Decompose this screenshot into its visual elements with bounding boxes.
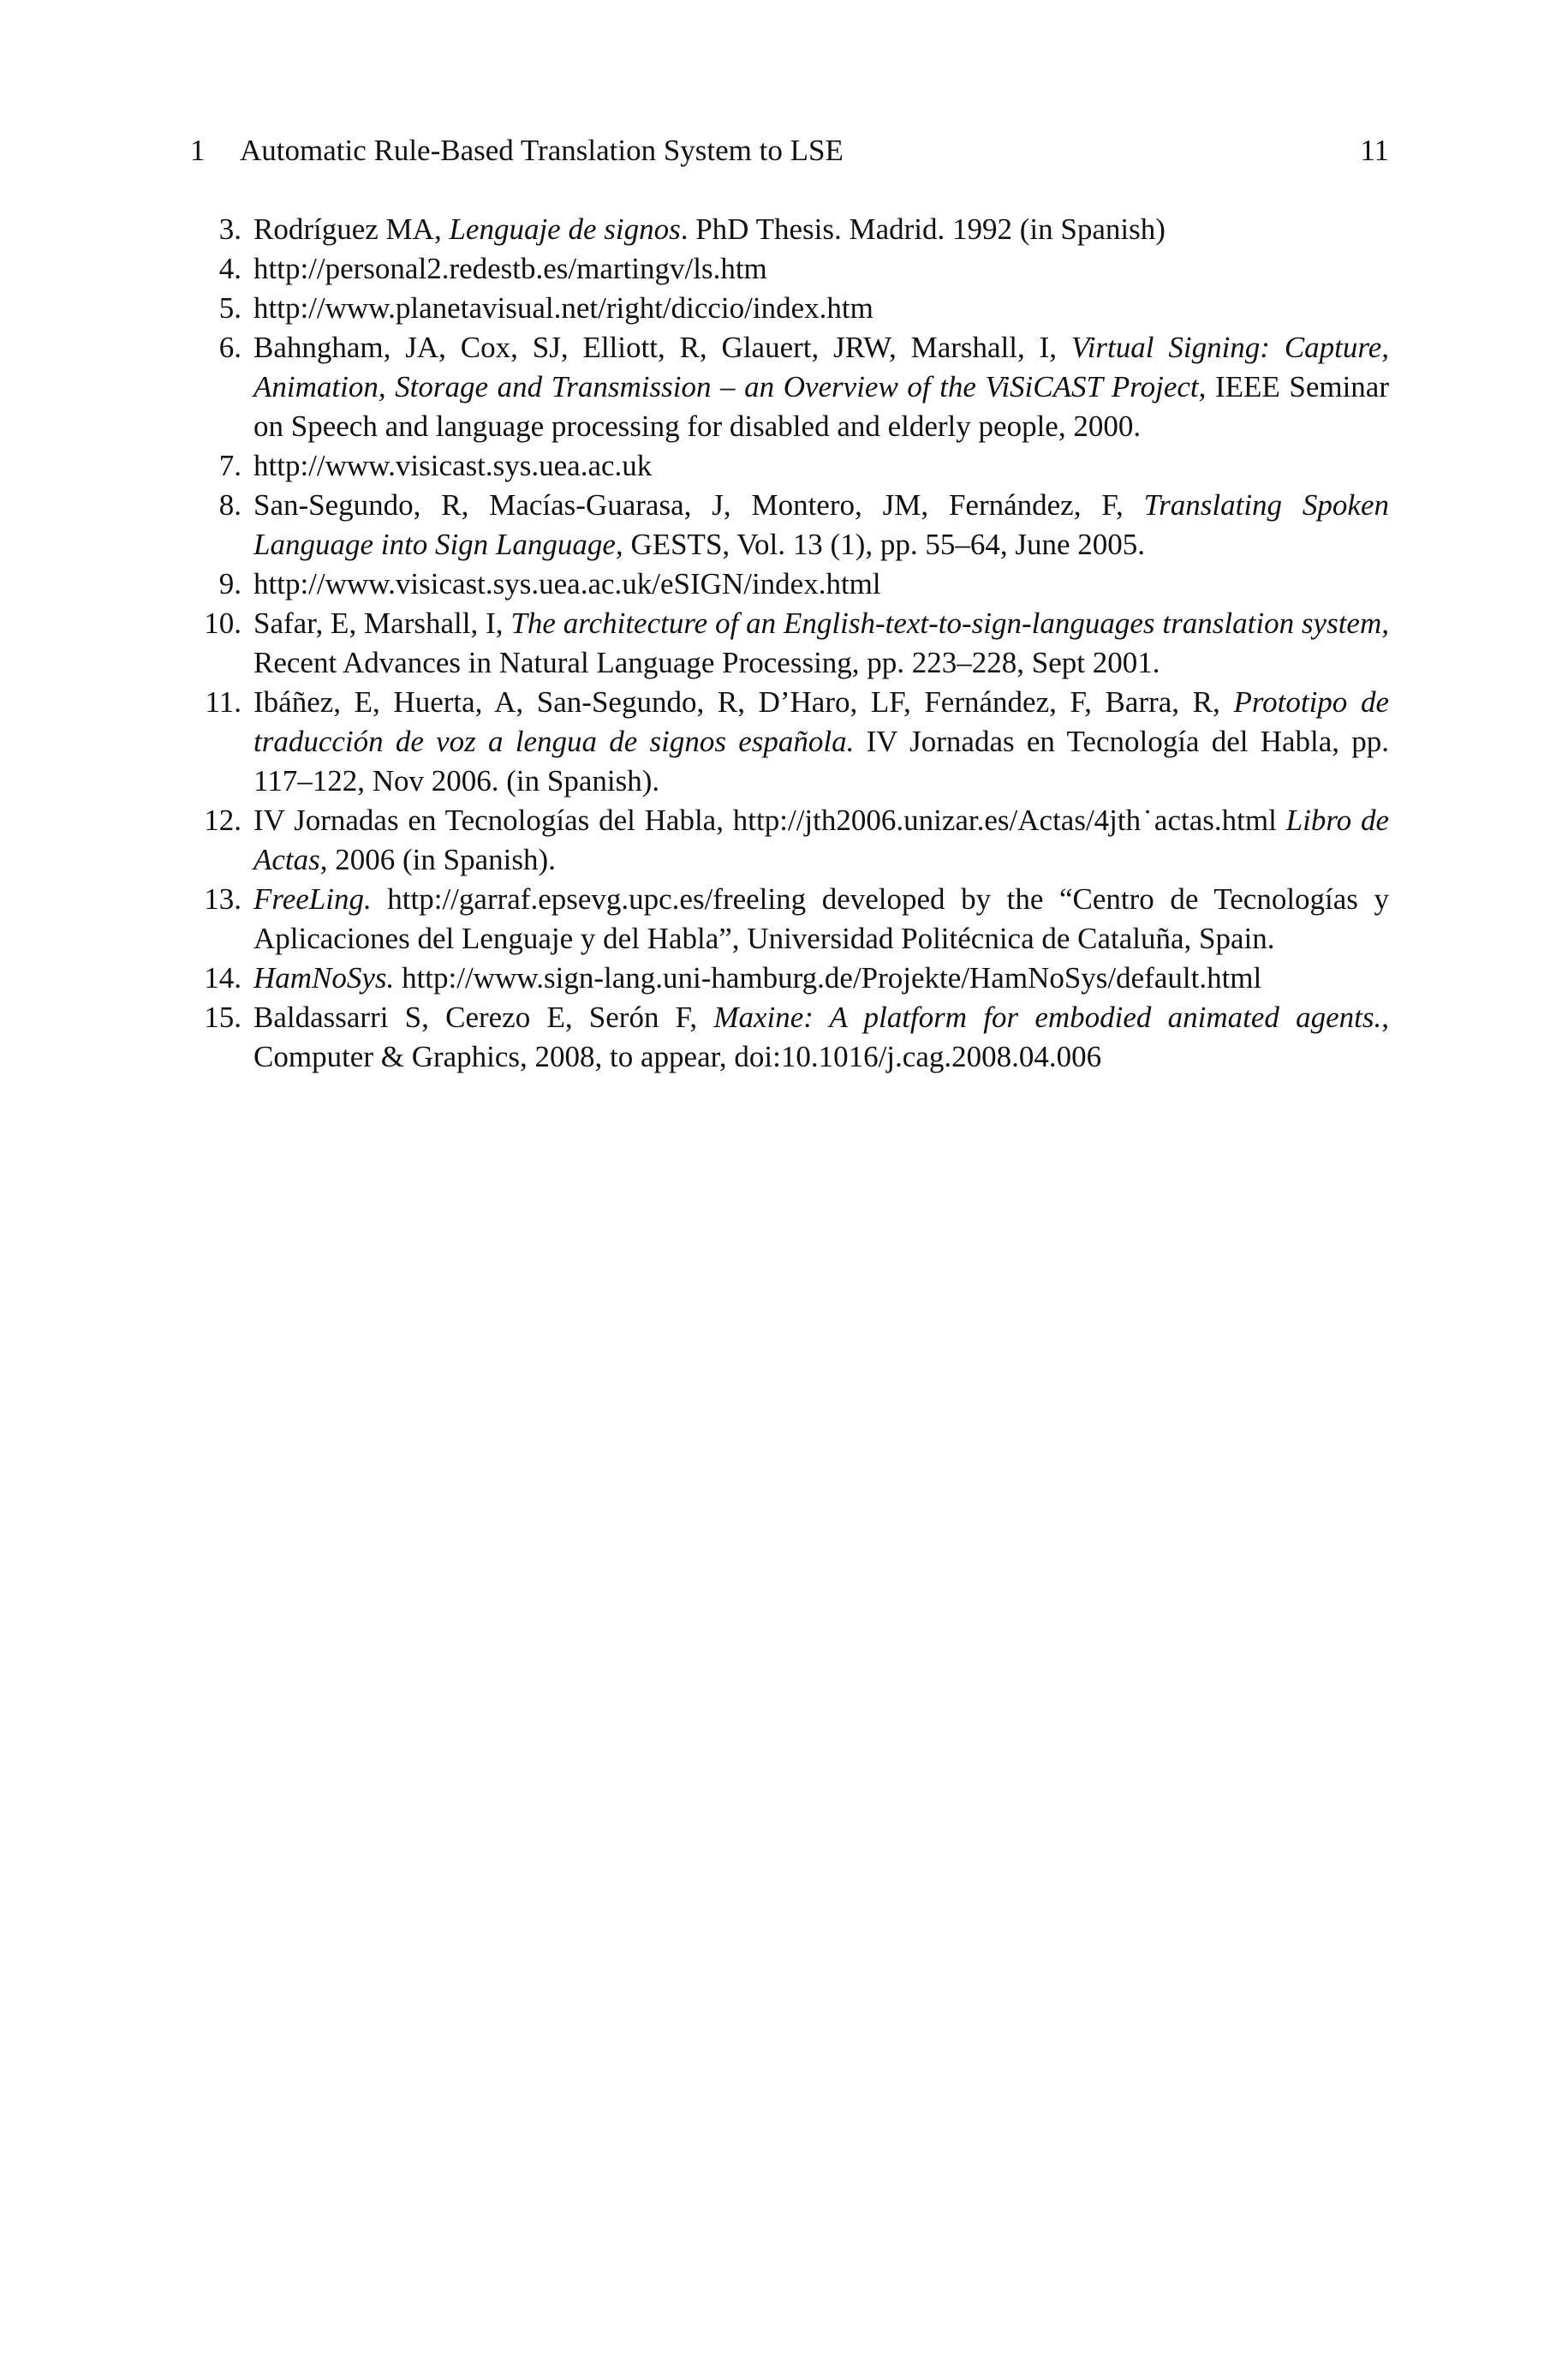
reference-item — [190, 801, 1389, 880]
reference-text — [253, 880, 1389, 959]
reference-item — [190, 249, 1389, 289]
running-header — [190, 128, 1389, 173]
reference-title-italic: Virtual Signing: Capture, Animation, Storage and Transmission – an Overview of the ViSiCAST Project, — [253, 331, 1390, 403]
reference-number: 12. — [204, 804, 241, 837]
reference-title-italic: Prototipo de traducción de voz a lengua de signos española. — [253, 685, 1389, 758]
reference-number: 5. — [218, 291, 241, 325]
reference-text — [253, 486, 1389, 565]
reference-text-segment: , Computer & Graphics, 2008, to appear, doi:10.1016/j.cag.2008.04.006 — [253, 1001, 1389, 1073]
reference-text-segment: San-Segundo, R, Macías-Guarasa, J, Montero, JM, Fernández, F, — [253, 488, 1144, 522]
reference-item — [190, 328, 1389, 446]
reference-text-segment: Safar, E, Marshall, I, — [253, 606, 511, 640]
reference-text — [253, 289, 1389, 328]
reference-number: 8. — [218, 488, 241, 522]
reference-text-segment: IV Jornadas en Tecnologías del Habla, http://jth2006.unizar.es/Actas/4jth˙actas.html — [253, 804, 1286, 837]
reference-item — [190, 210, 1389, 249]
reference-title-italic: Lenguaje de signos — [449, 212, 681, 246]
reference-text — [253, 328, 1389, 446]
reference-text-segment: , 2006 (in Spanish). — [319, 843, 556, 876]
reference-item — [190, 604, 1389, 683]
reference-text — [253, 801, 1389, 880]
reference-number: 7. — [218, 449, 241, 482]
reference-text-segment: http://www.sign-lang.uni-hamburg.de/Projekte/HamNoSys/default.html — [394, 961, 1262, 995]
reference-item — [190, 446, 1389, 486]
running-title: Automatic Rule-Based Translation System to LSE — [240, 134, 844, 167]
reference-number: 3. — [218, 212, 241, 246]
reference-text-segment: http://www.visicast.sys.uea.ac.uk/eSIGN/index.html — [253, 567, 881, 600]
reference-text-segment: http://www.visicast.sys.uea.ac.uk — [253, 449, 653, 482]
reference-title-italic: FreeLing. — [253, 882, 372, 916]
reference-list — [190, 210, 1389, 1077]
reference-text-segment: http://personal2.redestb.es/martingv/ls.htm — [253, 252, 767, 285]
reference-number: 4. — [218, 252, 241, 285]
reference-title-italic: The architecture of an English-text-to-sign-languages translation system, — [510, 606, 1389, 640]
reference-title-italic: Maxine: A platform for embodied animated agents. — [713, 1001, 1382, 1034]
reference-text-segment: Rodríguez MA, — [253, 212, 450, 246]
reference-text-segment: IV Jornadas en Tecnología del Habla, pp. 117–122, Nov 2006. (in Spanish). — [253, 725, 1390, 798]
reference-number: 6. — [218, 331, 241, 364]
reference-item — [190, 998, 1389, 1077]
reference-text-segment: Ibáñez, E, Huerta, A, San-Segundo, R, D’Haro, LF, Fernández, F, Barra, R, — [253, 685, 1234, 719]
reference-text — [253, 998, 1389, 1077]
reference-text-segment: GESTS, Vol. 13 (1), pp. 55–64, June 2005. — [623, 528, 1145, 561]
reference-item — [190, 959, 1389, 998]
reference-title-italic: HamNoSys. — [253, 961, 395, 995]
reference-number: 13. — [204, 882, 241, 916]
reference-title-italic: Translating Spoken Language into Sign Language, — [253, 488, 1389, 561]
reference-title-italic: Libro de Actas — [253, 804, 1389, 876]
reference-number: 10. — [204, 606, 241, 640]
reference-item — [190, 683, 1389, 801]
reference-text-segment: . PhD Thesis. Madrid. 1992 (in Spanish) — [680, 212, 1166, 246]
reference-number: 11. — [205, 685, 241, 719]
reference-text — [253, 249, 1389, 289]
reference-item — [190, 880, 1389, 959]
reference-text — [253, 604, 1389, 683]
page-number: 11 — [1360, 134, 1389, 167]
reference-number: 9. — [218, 567, 241, 600]
reference-item — [190, 289, 1389, 328]
reference-number: 14. — [204, 961, 241, 995]
reference-text — [253, 446, 1389, 486]
reference-text-segment: http://garraf.epsevg.upc.es/freeling developed by the “Centro de Tecnologías y Aplicaciones del Lenguaje y del Habla”, Universidad Politécnica de Cataluña, Spain. — [253, 882, 1389, 955]
reference-text — [253, 210, 1389, 249]
reference-text — [253, 683, 1389, 801]
reference-text — [253, 565, 1389, 604]
reference-text-segment: IEEE Seminar on Speech and language processing for disabled and elderly people, 2000. — [253, 370, 1389, 443]
reference-text-segment: Recent Advances in Natural Language Processing, pp. 223–228, Sept 2001. — [253, 646, 1160, 679]
reference-number: 15. — [204, 1001, 241, 1034]
reference-text — [253, 959, 1389, 998]
reference-text-segment: Baldassarri S, Cerezo E, Serón F, — [253, 1001, 714, 1034]
reference-text-segment: http://www.planetavisual.net/right/diccio/index.htm — [253, 291, 873, 325]
reference-item — [190, 486, 1389, 565]
reference-item — [190, 565, 1389, 604]
chapter-number: 1 — [190, 134, 206, 167]
reference-text-segment: Bahngham, JA, Cox, SJ, Elliott, R, Glauert, JRW, Marshall, I, — [253, 331, 1071, 364]
